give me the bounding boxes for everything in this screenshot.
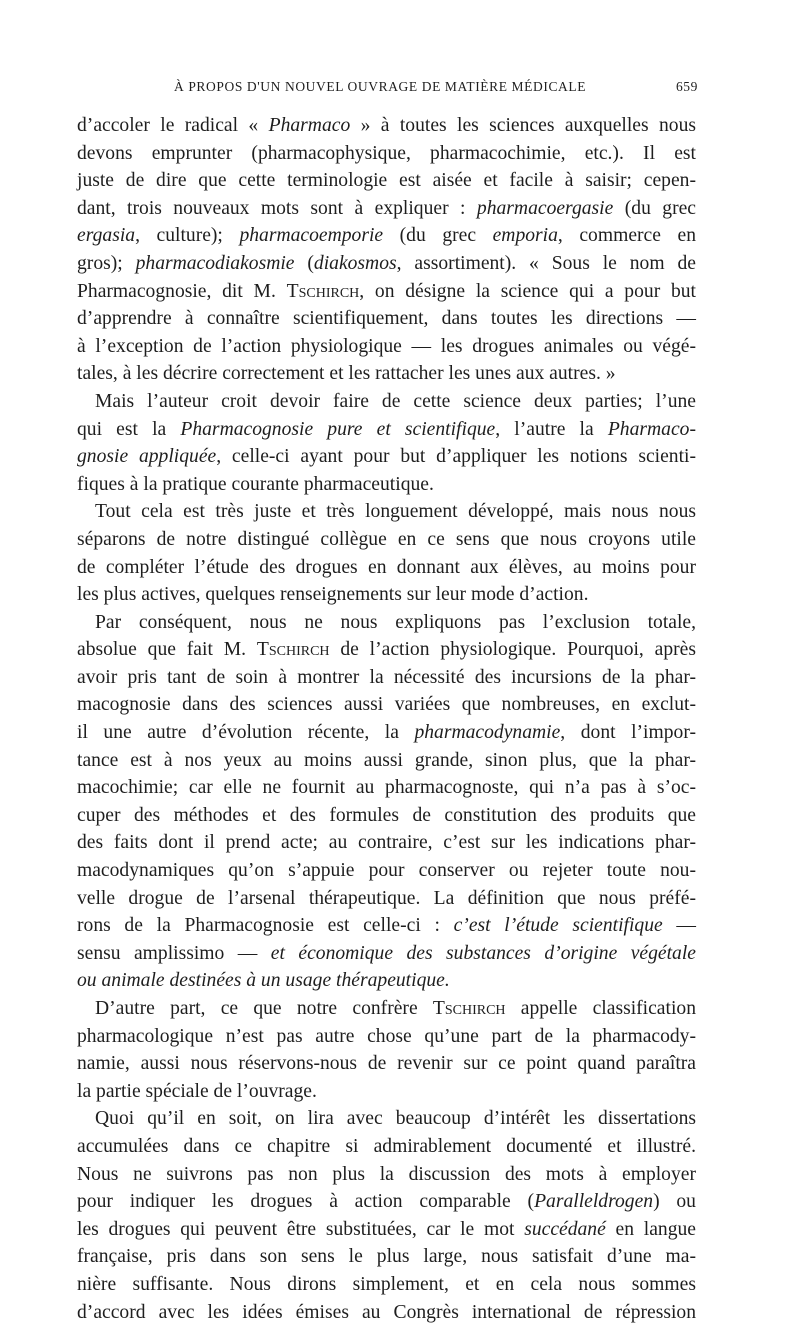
italic-text: pharmacodiakosmie xyxy=(135,252,295,274)
text-line xyxy=(77,1105,696,1133)
author-name: Tschirch xyxy=(256,639,330,661)
text-line xyxy=(77,1133,696,1161)
text-line xyxy=(77,940,696,968)
text-segment: Par conséquent, nous ne nous expliquons pas l’exclusion totale, xyxy=(95,611,696,633)
italic-text: Pharmacognosie pure et scientifique xyxy=(180,418,496,440)
text-segment: avoir pris tant de soin à montrer la nécessité des incursions de la phar- xyxy=(77,666,696,688)
text-line xyxy=(77,636,696,664)
text-segment: , culture); xyxy=(135,225,240,247)
text-segment: , l’autre la xyxy=(495,418,608,440)
text-segment: » à toutes les sciences auxquelles nous xyxy=(350,115,696,136)
text-line xyxy=(77,222,696,250)
document-page xyxy=(77,76,696,1326)
italic-text: pharmacodynamie xyxy=(414,722,561,744)
italic-text: Pharmaco xyxy=(268,115,351,136)
text-line xyxy=(77,250,696,278)
italic-text: et économique des substances d’origine végétale xyxy=(270,942,696,964)
text-segment: devons emprunter (pharmacophysique, pharmacochimie, etc.). Il est xyxy=(77,142,696,164)
text-segment: macochimie; car elle ne fournit au pharmacognoste, qui n’a pas à s’oc- xyxy=(77,777,696,799)
text-segment: les plus actives, quelques renseignements sur leur mode d’action. xyxy=(77,584,589,606)
text-line xyxy=(77,885,696,913)
text-segment: de l’action physiologique. Pourquoi, après xyxy=(329,639,696,661)
text-segment: (du grec xyxy=(383,225,493,247)
text-segment: qui est la xyxy=(77,418,181,440)
text-segment: , assortiment). « Sous le nom de xyxy=(396,252,696,274)
text-line xyxy=(77,774,696,802)
text-segment: il une autre d’évolution récente, la xyxy=(77,722,415,744)
text-segment: tance est à nos yeux au moins aussi grande, sinon plus, que la phar- xyxy=(77,749,696,771)
italic-text: emporia xyxy=(492,225,558,247)
text-line xyxy=(77,747,696,775)
text-line xyxy=(77,278,696,306)
text-line xyxy=(77,416,696,444)
body-text xyxy=(77,112,696,1326)
text-line xyxy=(77,333,696,361)
italic-text: ou animale destinées à un usage thérapeutique. xyxy=(77,970,450,992)
text-line xyxy=(77,1243,696,1271)
text-line xyxy=(77,195,696,223)
text-segment: dant, trois nouveaux mots sont à expliquer : xyxy=(77,197,477,219)
text-line xyxy=(77,305,696,333)
text-line xyxy=(77,719,696,747)
text-segment: velle drogue de l’arsenal thérapeutique. La définition que nous préfé- xyxy=(77,887,696,909)
text-segment: , dont l’impor- xyxy=(560,722,696,744)
author-name: Tschirch xyxy=(432,998,506,1019)
text-line xyxy=(77,1078,696,1106)
text-segment: , commerce en xyxy=(557,225,696,247)
author-name: Tschirch xyxy=(286,280,360,302)
text-line xyxy=(77,912,696,940)
text-line xyxy=(77,691,696,719)
text-line xyxy=(77,167,696,195)
text-line xyxy=(77,1161,696,1189)
text-line xyxy=(77,995,696,1023)
text-line xyxy=(77,471,696,499)
text-segment: les drogues qui peuvent être substituées, car le mot xyxy=(77,1218,525,1240)
text-line xyxy=(77,857,696,885)
text-segment: macognosie dans des sciences aussi variées que nombreuses, en exclut- xyxy=(77,694,696,716)
page-number: 659 xyxy=(675,79,698,94)
text-segment: Mais l’auteur croit devoir faire de cette science deux parties; l’une xyxy=(95,390,696,412)
text-segment: Pharmacognosie, dit M. xyxy=(77,280,287,302)
text-segment: ) ou xyxy=(653,1191,696,1213)
text-line xyxy=(77,802,696,830)
text-segment: accumulées dans ce chapitre si admirablement documenté et illustré. xyxy=(77,1135,696,1157)
text-segment: pour indiquer les drogues à action comparable ( xyxy=(77,1191,535,1213)
text-segment: juste de dire que cette terminologie est aisée et facile à saisir; cepen- xyxy=(77,170,696,192)
running-head-title: À PROPOS D'UN NOUVEL OUVRAGE DE MATIÈRE MÉDICALE xyxy=(174,79,587,94)
text-line xyxy=(77,829,696,857)
text-segment: pharmacologique n’est pas autre chose qu’une part de la pharmacody- xyxy=(77,1025,696,1047)
text-line xyxy=(77,1050,696,1078)
text-segment: — xyxy=(662,915,696,937)
text-line xyxy=(77,112,696,140)
text-segment: gros); xyxy=(77,252,136,274)
italic-text: Paralleldrogen xyxy=(534,1191,654,1213)
text-segment: nière suffisante. Nous dirons simplement, et en cela nous sommes xyxy=(77,1273,696,1295)
text-segment: la partie spéciale de l’ouvrage. xyxy=(77,1080,317,1102)
text-line xyxy=(77,1271,696,1299)
text-segment: , celle-ci ayant pour but d’appliquer les notions scienti- xyxy=(216,446,696,468)
italic-text: pharmacoemporie xyxy=(239,225,384,247)
text-segment: fiques à la pratique courante pharmaceutique. xyxy=(77,473,434,495)
text-segment: rons de la Pharmacognosie est celle-ci : xyxy=(77,915,454,937)
text-segment: macodynamiques qu’on s’appuie pour conserver ou rejeter toute nou- xyxy=(77,860,696,882)
text-segment: cuper des méthodes et des formules de constitution des produits que xyxy=(77,804,696,826)
text-segment: ( xyxy=(294,252,314,274)
text-segment: D’autre part, ce que notre confrère xyxy=(95,998,433,1019)
text-line xyxy=(77,498,696,526)
italic-text: Pharmaco- xyxy=(607,418,696,440)
italic-text: gnosie appliquée xyxy=(77,446,217,468)
text-segment: séparons de notre distingué collègue en ce sens que nous croyons utile xyxy=(77,528,696,550)
italic-text: pharmacoergasie xyxy=(476,197,614,219)
text-line xyxy=(77,443,696,471)
text-segment: des faits dont il prend acte; au contraire, c’est sur les indications phar- xyxy=(77,832,696,854)
text-segment: en langue xyxy=(605,1218,696,1240)
text-line xyxy=(77,1216,696,1244)
italic-text: c’est l’étude scientifique xyxy=(453,915,663,937)
text-segment: absolue que fait M. xyxy=(77,639,257,661)
text-line xyxy=(77,664,696,692)
text-segment: d’apprendre à connaître scientifiquement, dans toutes les directions — xyxy=(77,308,696,330)
text-line xyxy=(77,1188,696,1216)
text-line xyxy=(77,388,696,416)
italic-text: succédané xyxy=(524,1218,606,1240)
italic-text: ergasia xyxy=(77,225,136,247)
text-segment: à l’exception de l’action physiologique — les drogues animales ou végé- xyxy=(77,335,696,357)
text-segment: de compléter l’étude des drogues en donnant aux élèves, au moins pour xyxy=(77,556,696,578)
text-segment: (du grec xyxy=(613,197,696,219)
running-head xyxy=(77,76,696,100)
text-segment: française, pris dans son sens le plus large, nous satisfait d’une ma- xyxy=(77,1246,696,1268)
italic-text: diakosmos xyxy=(313,252,397,274)
text-segment: sensu amplissimo — xyxy=(77,942,271,964)
text-line xyxy=(77,1299,696,1326)
text-segment: namie, aussi nous réservons-nous de revenir sur ce point quand paraîtra xyxy=(77,1053,696,1075)
text-segment: d’accoler le radical « xyxy=(77,115,269,136)
text-line xyxy=(77,1023,696,1051)
text-segment: appelle classification xyxy=(505,998,696,1019)
text-line xyxy=(77,554,696,582)
text-segment: Nous ne suivrons pas non plus la discussion des mots à employer xyxy=(77,1163,696,1185)
text-segment: Tout cela est très juste et très longuement développé, mais nous nous xyxy=(95,501,696,523)
text-segment: tales, à les décrire correctement et les rattacher les unes aux autres. » xyxy=(77,363,616,385)
text-segment: Quoi qu’il en soit, on lira avec beaucoup d’intérêt les dissertations xyxy=(95,1108,696,1130)
text-segment: , on désigne la science qui a pour but xyxy=(359,280,696,302)
text-line xyxy=(77,526,696,554)
text-line xyxy=(77,967,696,995)
text-line xyxy=(77,581,696,609)
text-line xyxy=(77,360,696,388)
text-line xyxy=(77,609,696,637)
text-line xyxy=(77,140,696,168)
text-segment: d’accord avec les idées émises au Congrès international de répression xyxy=(77,1301,696,1323)
